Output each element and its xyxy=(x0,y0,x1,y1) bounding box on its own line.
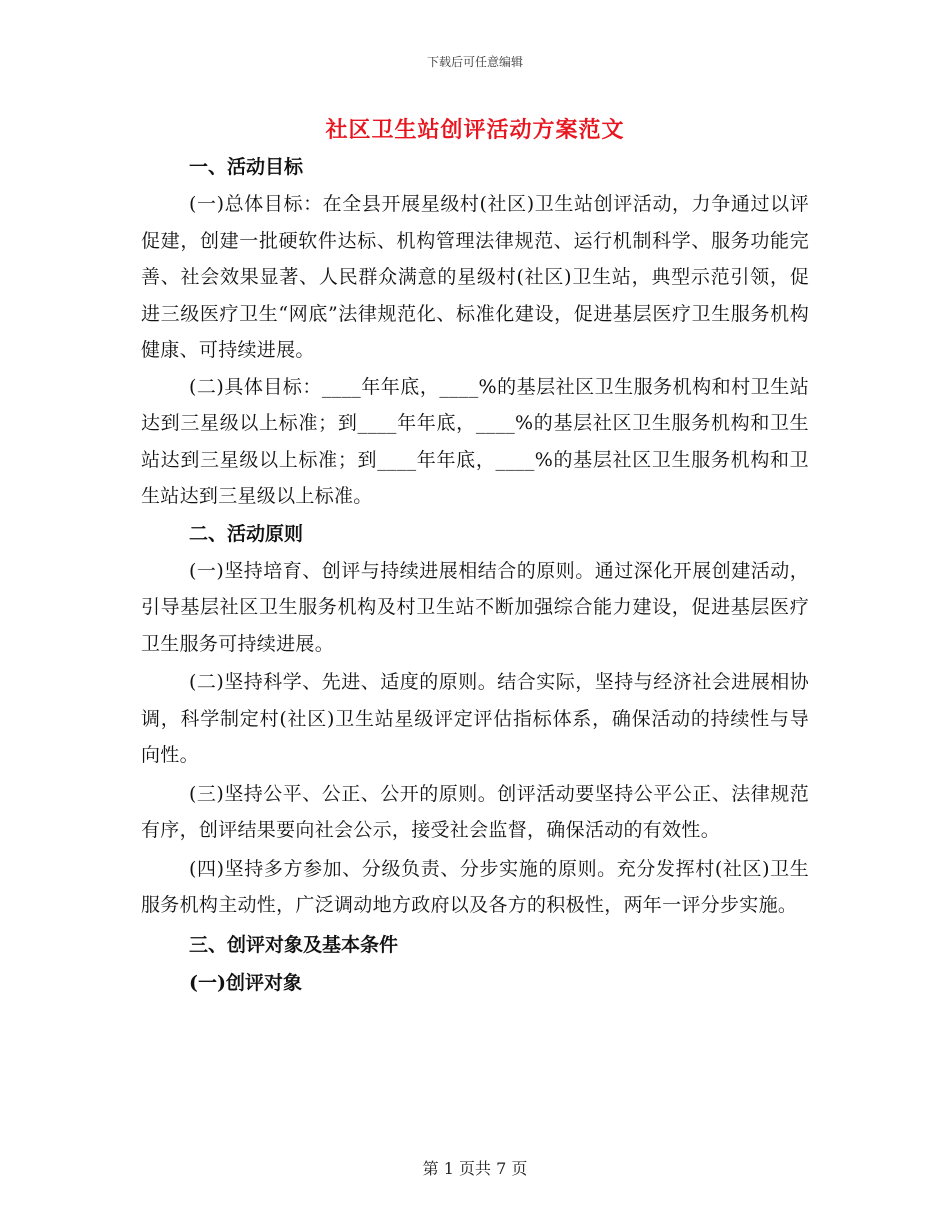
section-heading-2: 二、活动原则 xyxy=(189,522,304,545)
paragraph-2-2: (二)坚持科学、先进、适度的原则。结合实际，坚持与经济社会进展相协调，科学制定村(社区)卫生站星级评定评估指标体系，确保活动的持续性与导向性。 xyxy=(141,671,809,766)
section-heading-1: 一、活动目标 xyxy=(189,156,304,178)
document-title: 社区卫生站创评活动方案范文 xyxy=(325,117,625,143)
paragraph-2-1: (一)坚持培育、创评与持续进展相结合的原则。通过深化开展创建活动，引导基层社区卫生服务机构及村卫生站不断加强综合能力建设，促进基层医疗卫生服务可持续进展。 xyxy=(141,559,809,655)
paragraph-2-3: (三)坚持公平、公正、公开的原则。创评活动要坚持公平公正、法律规范有序，创评结果要向社会公示，接受社会监督，确保活动的有效性。 xyxy=(141,782,809,841)
section-heading-3: 三、创评对象及基本条件 xyxy=(189,933,399,956)
subheading: (一)创评对象 xyxy=(189,971,302,994)
paragraph-1-1: (一)总体目标：在全县开展星级村(社区)卫生站创评活动，力争通过以评促建，创建一批硬软件达标、机构管理法律规范、运行机制科学、服务功能完善、社会效果显著、人民群众满意的星级村(社区)卫生站，典型示范引领，促进三级医疗卫生“网底”法律规范化、标准化建设，促进基层医疗卫生服务机构健康、可持续进展。 xyxy=(141,193,809,361)
page-footer: 第 1 页共 7 页 xyxy=(422,1159,528,1178)
header-note: 下载后可任意编辑 xyxy=(426,55,523,69)
paragraph-1-2: (二)具体目标：____年年底，____%的基层社区卫生服务机构和村卫生站达到三星级以上标准；到____年年底，____%的基层社区卫生服务机构和卫生站达到三星级以上标准；到____年年底，____%的基层社区卫生服务机构和卫生站达到三星级以上标准。 xyxy=(141,375,809,507)
document-body xyxy=(141,148,809,1002)
paragraph-2-4: (四)坚持多方参加、分级负责、分步实施的原则。充分发挥村(社区)卫生服务机构主动性，广泛调动地方政府以及各方的积极性，两年一评分步实施。 xyxy=(141,857,809,916)
